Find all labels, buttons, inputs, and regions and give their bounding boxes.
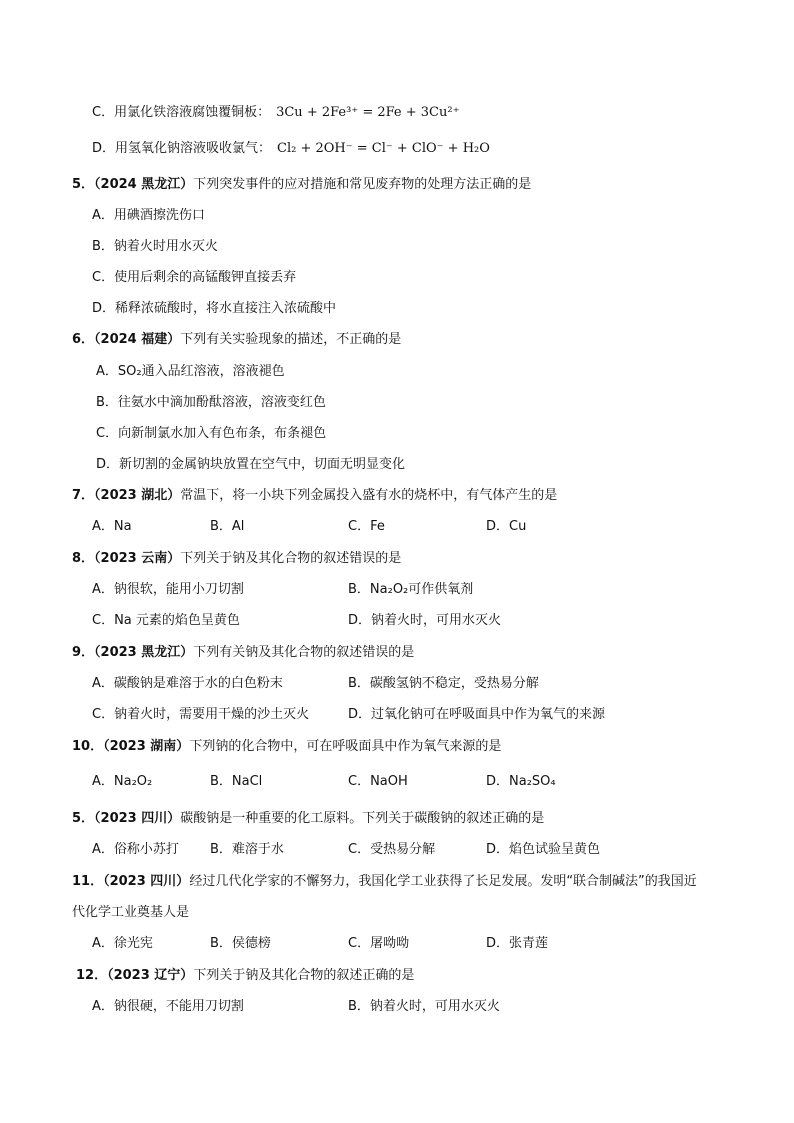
q6-option-c: C．向新制氯水加入有色布条，布条褪色 (96, 426, 327, 441)
question-8-stem (72, 549, 401, 569)
question-text: 下列有关钠及其化合物的叙述错误的是 (193, 645, 415, 660)
question-6-stem (72, 330, 401, 350)
q6-option-b: B．往氨水中滴加酚酞溶液，溶液变红色 (96, 395, 326, 410)
q8-option-a: A．钠很软，能用小刀切割 (92, 582, 244, 597)
option-label: D． (92, 141, 116, 156)
q5-option-c: C．使用后剩余的高锰酸钾直接丢弃 (92, 270, 297, 285)
q7-option-a: A．Na (92, 519, 132, 534)
q10-option-c: C．NaOH (348, 774, 408, 789)
question-source: （2023 云南） (94, 551, 181, 566)
question-text: 碳酸钠是一种重要的化工原料。下列关于碳酸钠的叙述正确的是 (180, 811, 545, 826)
question-source: （2023 湖北） (94, 488, 181, 503)
question-text: 下列钠的化合物中，可在呼吸面具中作为氧气来源的是 (189, 739, 502, 754)
question-7-stem (72, 486, 557, 506)
question-number: 10． (72, 739, 104, 754)
question-source: （2024 福建） (94, 332, 181, 347)
question-source: （2023 湖南） (103, 739, 190, 754)
question-number: 12． (76, 968, 108, 983)
q12-option-a: A．钠很硬，不能用刀切割 (92, 999, 244, 1014)
question-number: 6． (72, 332, 95, 347)
question-source: （2023 四川） (103, 874, 190, 889)
question-source: （2024 黑龙江） (94, 177, 194, 192)
q5-option-a: A．用碘酒擦洗伤口 (92, 208, 205, 223)
q10-option-a: A．Na₂O₂ (92, 774, 153, 789)
question-text: 下列关于钠及其化合物的叙述正确的是 (193, 968, 415, 983)
question-5b-stem (72, 809, 544, 829)
q9-option-a: A．碳酸钠是难溶于水的白色粉末 (92, 676, 283, 691)
question-number: 5． (72, 811, 95, 826)
q9-option-d: D．过氧化钠可在呼吸面具中作为氧气的来源 (348, 707, 606, 722)
question-text: 经过几代化学家的不懈努力，我国化学工业获得了长足发展。发明“联合制碱法”的我国近 (189, 874, 697, 889)
question-source: （2023 黑龙江） (94, 645, 194, 660)
q5b-option-c: C．受热易分解 (348, 842, 436, 857)
q12-option-b: B．钠着火时，可用水灭火 (348, 999, 500, 1014)
q5-option-b: B．钠着火时用水灭火 (92, 239, 218, 254)
question-source: （2023 辽宁） (107, 968, 194, 983)
chemical-equation: Cl₂ + 2OH⁻ = Cl⁻ + ClO⁻ + H₂O (277, 141, 490, 156)
question-11-stem-continued: 代化学工业奠基人是 (72, 905, 190, 920)
question-9-stem (72, 643, 414, 663)
q11-option-b: B．侯德榜 (210, 936, 271, 951)
q8-option-c: C．Na 元素的焰色呈黄色 (92, 613, 240, 628)
q4-option-c (92, 103, 459, 123)
option-text: 用氯化铁溶液腐蚀覆铜板： (114, 105, 271, 120)
question-text: 下列突发事件的应对措施和常见废弃物的处理方法正确的是 (193, 177, 532, 192)
q5b-option-b: B．难溶于水 (210, 842, 284, 857)
q10-option-d: D．Na₂SO₄ (486, 774, 556, 789)
question-number: 8． (72, 551, 95, 566)
question-5-stem (72, 175, 531, 195)
option-text: 用氢氧化钠溶液吸收氯气： (115, 141, 272, 156)
question-text: 常温下，将一小块下列金属投入盛有水的烧杯中，有气体产生的是 (180, 488, 558, 503)
question-10-stem (72, 737, 501, 757)
question-number: 11． (72, 874, 104, 889)
chemical-equation: 3Cu + 2Fe³⁺ = 2Fe + 3Cu²⁺ (276, 105, 460, 120)
q10-option-b: B．NaCl (210, 774, 263, 789)
q9-option-c: C．钠着火时，需要用干燥的沙土灭火 (92, 707, 310, 722)
q6-option-d: D．新切割的金属钠块放置在空气中，切面无明显变化 (96, 457, 406, 472)
question-text: 下列关于钠及其化合物的叙述错误的是 (180, 551, 402, 566)
q5b-option-a: A．俗称小苏打 (92, 842, 179, 857)
q7-option-d: D．Cu (486, 519, 527, 534)
q8-option-b: B．Na₂O₂可作供氧剂 (348, 582, 474, 597)
q11-option-c: C．屠呦呦 (348, 936, 410, 951)
q8-option-d: D．钠着火时，可用水灭火 (348, 613, 502, 628)
q5-option-d: D．稀释浓硫酸时，将水直接注入浓硫酸中 (92, 301, 337, 316)
option-label: C． (92, 105, 115, 120)
q4-option-d (92, 139, 490, 159)
question-text: 下列有关实验现象的描述，不正确的是 (180, 332, 402, 347)
question-number: 9． (72, 645, 95, 660)
question-12-stem (76, 966, 414, 986)
q7-option-b: B．Al (210, 519, 245, 534)
q11-option-d: D．张青莲 (486, 936, 549, 951)
question-source: （2023 四川） (94, 811, 181, 826)
q7-option-c: C．Fe (348, 519, 385, 534)
q11-option-a: A．徐光宪 (92, 936, 153, 951)
q9-option-b: B．碳酸氢钠不稳定，受热易分解 (348, 676, 539, 691)
question-number: 7． (72, 488, 95, 503)
q5b-option-d: D．焰色试验呈黄色 (486, 842, 601, 857)
question-number: 5． (72, 177, 95, 192)
q6-option-a: A．SO₂通入品红溶液，溶液褪色 (96, 364, 285, 379)
question-11-stem (72, 872, 697, 892)
